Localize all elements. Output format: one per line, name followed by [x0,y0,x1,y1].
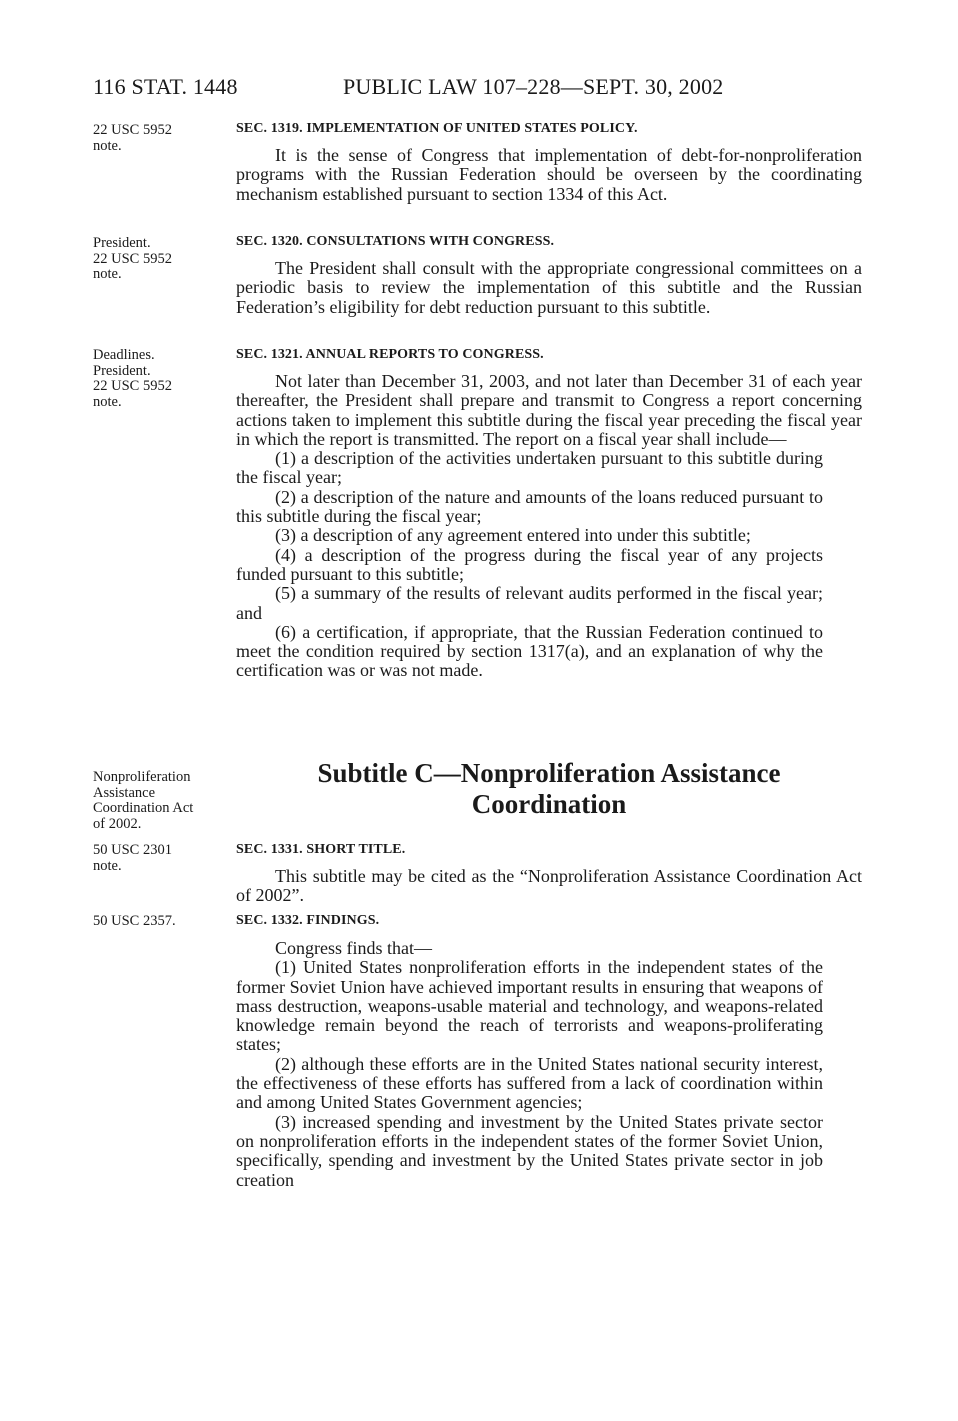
list-item: (1) a description of the activities undertaken pursuant to this subtitle during the fiscal year; [236,448,823,488]
sec-1331-paragraph: This subtitle may be cited as the “Nonproliferation Assistance Coordination Act of 2002”. [236,866,862,906]
sec-1319-paragraph: It is the sense of Congress that implementation of debt-for-nonproliferation programs with the Russian Federation should be overseen by the coordinating mechanism established pursuant to section 1334 of this Act. [236,145,862,204]
sec-1331-body [236,867,862,906]
sec-1332-heading: SEC. 1332. FINDINGS. [236,913,380,928]
public-law-line: PUBLIC LAW 107–228—SEPT. 30, 2002 [343,74,724,99]
margin-note-line: President. [93,235,151,251]
stat-page-number: 116 STAT. 1448 [93,74,238,99]
margin-note-line: Deadlines. [93,347,155,363]
sec-1320-heading: SEC. 1320. CONSULTATIONS WITH CONGRESS. [236,234,555,249]
margin-note-line: 50 USC 2301 [93,842,172,858]
sec-1321-heading: SEC. 1321. ANNUAL REPORTS TO CONGRESS. [236,347,544,362]
subtitle-c-line-2: Coordination [471,789,627,819]
sec-1332-intro: Congress finds that— [275,938,432,958]
sec-1319-heading: SEC. 1319. IMPLEMENTATION OF UNITED STATES POLICY. [236,121,638,136]
margin-note-line: 22 USC 5952 [93,250,172,267]
sec-1321-items [197,449,823,681]
sec-1320-paragraph: The President shall consult with the appropriate congressional committees on a periodic basis to review the implementation of this subtitle and the Russian Federation’s eligibility for debt reduction pursuant to this subtitle. [236,258,862,317]
margin-note-line: 50 USC 2357. [93,913,176,929]
margin-note-line: 22 USC 5952 [93,378,172,394]
margin-note-line: of 2002. [93,815,142,832]
margin-note-sec1320 [93,236,223,283]
list-item: (2) a description of the nature and amounts of the loans reduced pursuant to this subtitle during the fiscal year; [236,486,823,527]
list-item: (3) a description of any agreement entered into under this subtitle; [275,525,751,546]
margin-note-sec1321 [93,348,223,410]
sec-1321-body [236,372,862,681]
margin-note-sec1331 [93,843,223,874]
list-item: (4) a description of the progress during the fiscal year of any projects funded pursuant to this subtitle; [236,544,823,584]
sec-1332-body [236,939,862,1190]
subtitle-c-heading [236,758,862,820]
margin-note-line: note. [93,266,122,282]
list-item: (3) increased spending and investment by the United States private sector on nonproliferation efforts in the independent states of the former Soviet Union, specifically, spending and investment by the United States private sector in job creation [236,1111,823,1190]
margin-note-line: note. [93,393,122,410]
margin-note-line: President. [93,362,151,379]
sec-1320-body [236,259,862,317]
margin-note-line: Nonproliferation [93,769,191,785]
margin-note-line: Assistance [93,784,156,801]
list-item: (6) a certification, if appropriate, that the Russian Federation continued to meet the condition required by section 1317(a), and an explanation of why the certification was or was not made. [236,621,823,681]
list-item: (1) United States nonproliferation efforts in the independent states of the former Soviet Union have achieved important results in ensuring that weapons of mass destruction, weapons-usable material and technology, and weapons-related knowledge remain beyond the reach of terrorists and weapons-proliferating states; [236,957,823,1055]
margin-note-line: Coordination Act [93,800,194,816]
margin-note-sec1319 [93,123,223,154]
subtitle-c-line-1: Subtitle C—Nonproliferation Assistance [317,758,781,788]
margin-note-line: 22 USC 5952 [93,122,172,138]
list-item: (2) although these efforts are in the United States national security interest, the effectiveness of these efforts has suffered from a lack of coordination within and among United States Government agencies; [236,1053,823,1113]
sec-1319-body [236,146,862,204]
sec-1331-heading: SEC. 1331. SHORT TITLE. [236,842,406,857]
margin-note-line: note. [93,137,122,154]
sec-1332-items [197,958,823,1190]
margin-note-sec1332 [93,914,223,930]
list-item: (5) a summary of the results of relevant audits performed in the fiscal year; and [236,583,823,623]
sec-1321-intro: Not later than December 31, 2003, and not later than December 31 of each year thereafter, the President shall prepare and transmit to Congress a report concerning actions taken to implement this subtitle during the fiscal year preceding the fiscal year in which the report is transmitted. The report on a fiscal year shall include— [236,371,862,449]
margin-note-subtitle-c [93,770,223,832]
margin-note-line: note. [93,857,122,874]
